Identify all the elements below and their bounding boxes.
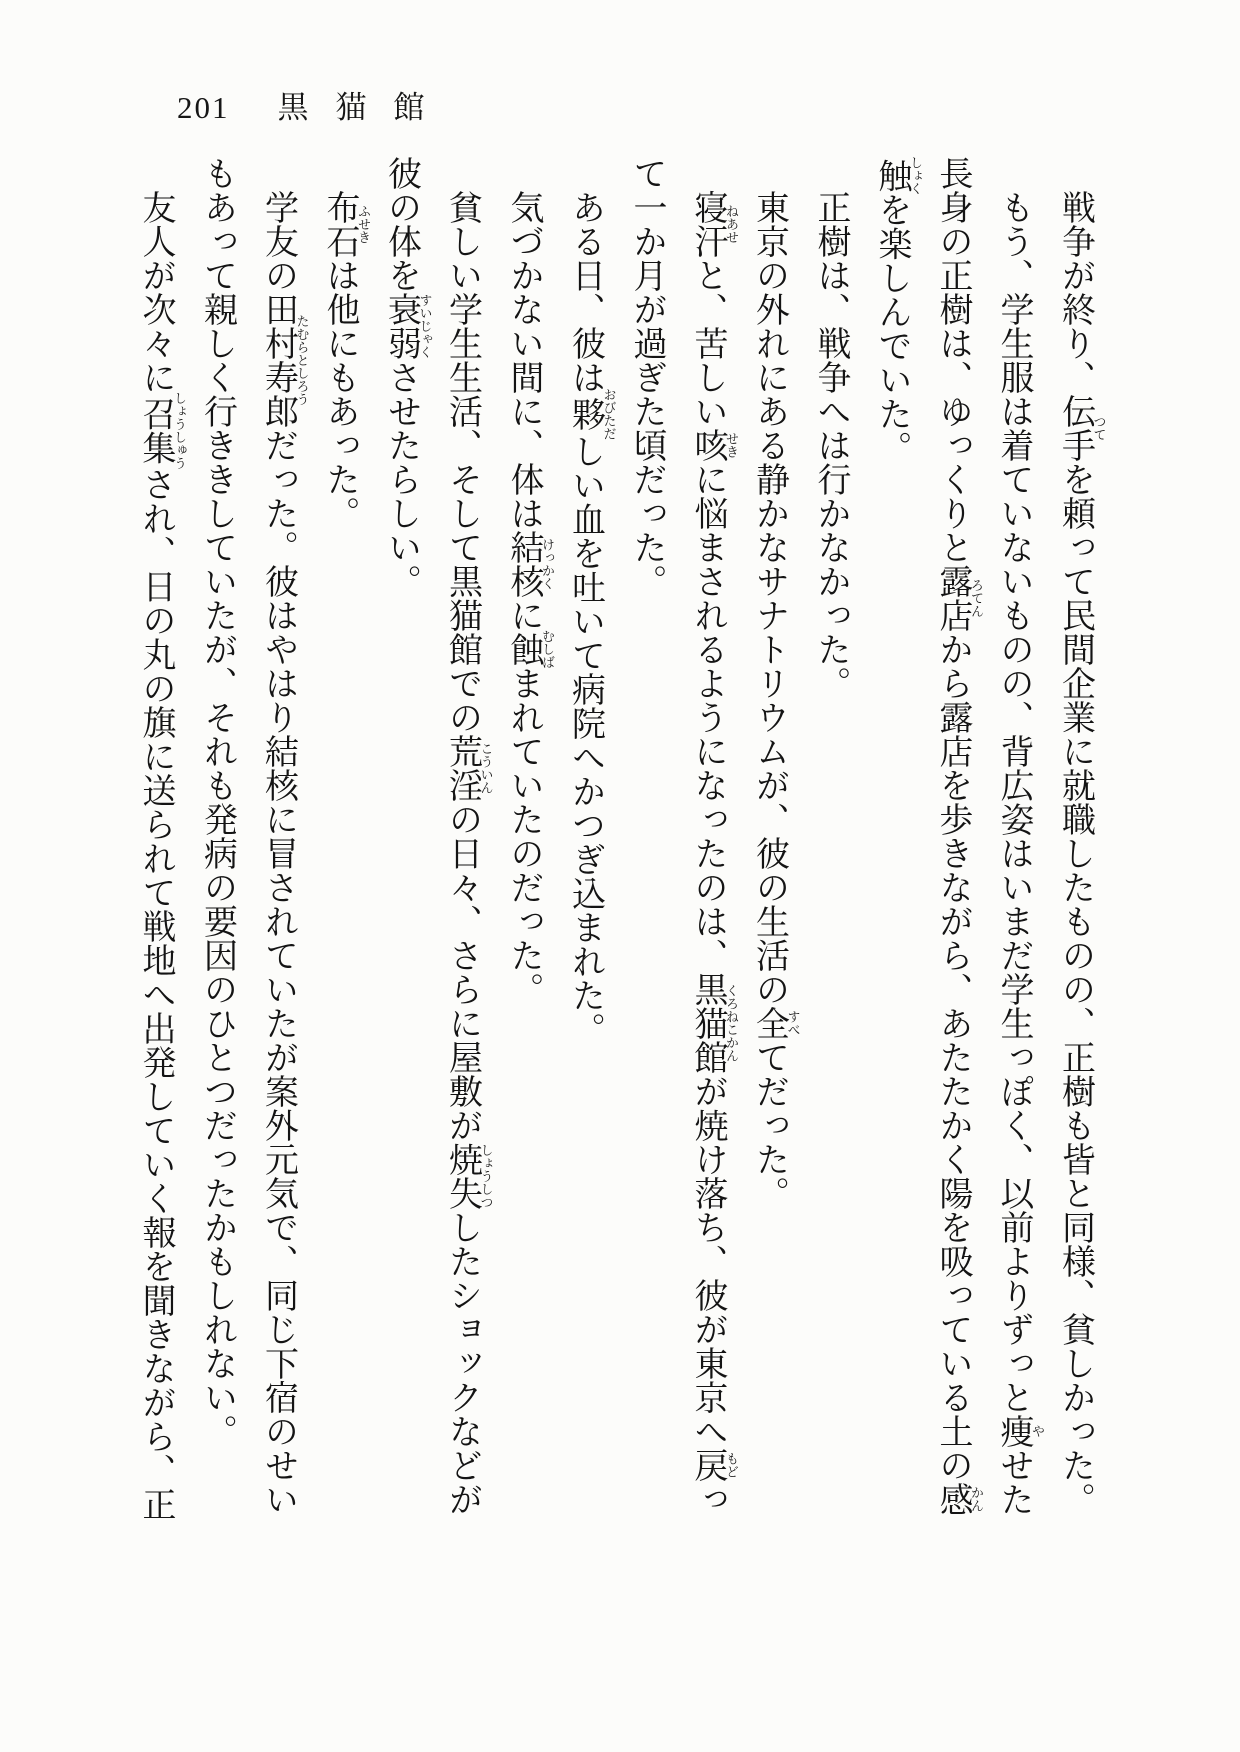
ruby-annotated-text: 伝手つて	[1056, 394, 1107, 462]
ruby-annotated-text: 衰弱すいじゃく	[382, 292, 433, 360]
paragraph: 貧しい学生生活、そして黒猫館での荒淫こういんの日々、さらに屋敷が焼失しょうしつしたショックなどが彼の体を衰弱すいじゃくさせたらしい。	[382, 156, 494, 1516]
ruby-annotated-text: 焼失しょうしつ	[443, 1142, 494, 1210]
paragraph: 布石ふせきは他にもあった。	[321, 190, 371, 530]
ruby-annotated-text: 召集しょうしゅう	[137, 391, 187, 470]
running-title: 黒猫館	[277, 90, 452, 125]
ruby-annotated-text: 咳せき	[689, 428, 739, 462]
ruby-annotated-text: 田村寿郎たむらとしろう	[259, 292, 310, 428]
paragraph: 戦争が終り、伝手つてを頼って民間企業に就職したものの、正樹も皆と同様、貧しかった。	[1056, 190, 1107, 1516]
paragraph: もう、学生服は着ていないものの、背広姿はいまだ学生っぽく、以前よりずっと痩やせた長身の正樹は、ゆっくりと露店ろてんから露店を歩きながら、あたたかく陽を吸っている土の感かん触しょくを楽しんでいた。	[873, 156, 1045, 1516]
ruby-annotated-text: 寝汗ねあせ	[689, 190, 739, 258]
ruby-annotated-text: 結核けっかく	[505, 530, 555, 598]
ruby-annotated-text: 痩や	[995, 1414, 1045, 1448]
page-number: 201	[177, 90, 230, 125]
paragraph: 東京の外れにある静かなサナトリウムが、彼の生活の全すべてだった。	[750, 190, 801, 1210]
text-body	[125, 156, 1106, 1544]
ruby-annotated-text: 布石ふせき	[321, 190, 371, 258]
ruby-annotated-text: 触しょく	[873, 156, 923, 195]
ruby-annotated-text: 荒淫こういん	[443, 734, 494, 802]
ruby-annotated-text: 蝕むしば	[505, 629, 555, 669]
ruby-annotated-text: 全すべ	[750, 1006, 801, 1040]
paragraph: ある日、彼は夥おびただしい血を吐いて病院へかつぎ込まれた。	[566, 190, 617, 1046]
paragraph: 友人が次々に召集しょうしゅうされ、日の丸の旗に送られて戦地へ出発していく報を聞きながら、正	[137, 190, 187, 1521]
ruby-annotated-text: 戻もど	[689, 1448, 739, 1482]
paragraph: 寝汗ねあせと、苦しい咳せきに悩まされるようになったのは、黒猫館くろねこかんが焼け落ち、彼が東京へ戻もどって一か月が過ぎた頃だった。	[628, 156, 739, 1516]
page-header	[177, 92, 452, 123]
ruby-annotated-text: 感かん	[934, 1482, 984, 1516]
ruby-annotated-text: 夥おびただ	[566, 388, 617, 440]
ruby-annotated-text: 黒猫館くろねこかん	[689, 972, 739, 1074]
ruby-annotated-text: 露店ろてん	[934, 564, 984, 632]
paragraph: 気づかない間に、体は結核けっかくに蝕むしばまれていたのだった。	[505, 190, 555, 1006]
paragraph: 学友の田村寿郎たむらとしろうだった。彼はやはり結核に冒されていたが案外元気で、同じ下宿のせいもあって親しく行ききしていたが、それも発病の要因のひとつだったかもしれない。	[198, 156, 310, 1516]
paragraph: 正樹は、戦争へは行かなかった。	[812, 190, 849, 700]
